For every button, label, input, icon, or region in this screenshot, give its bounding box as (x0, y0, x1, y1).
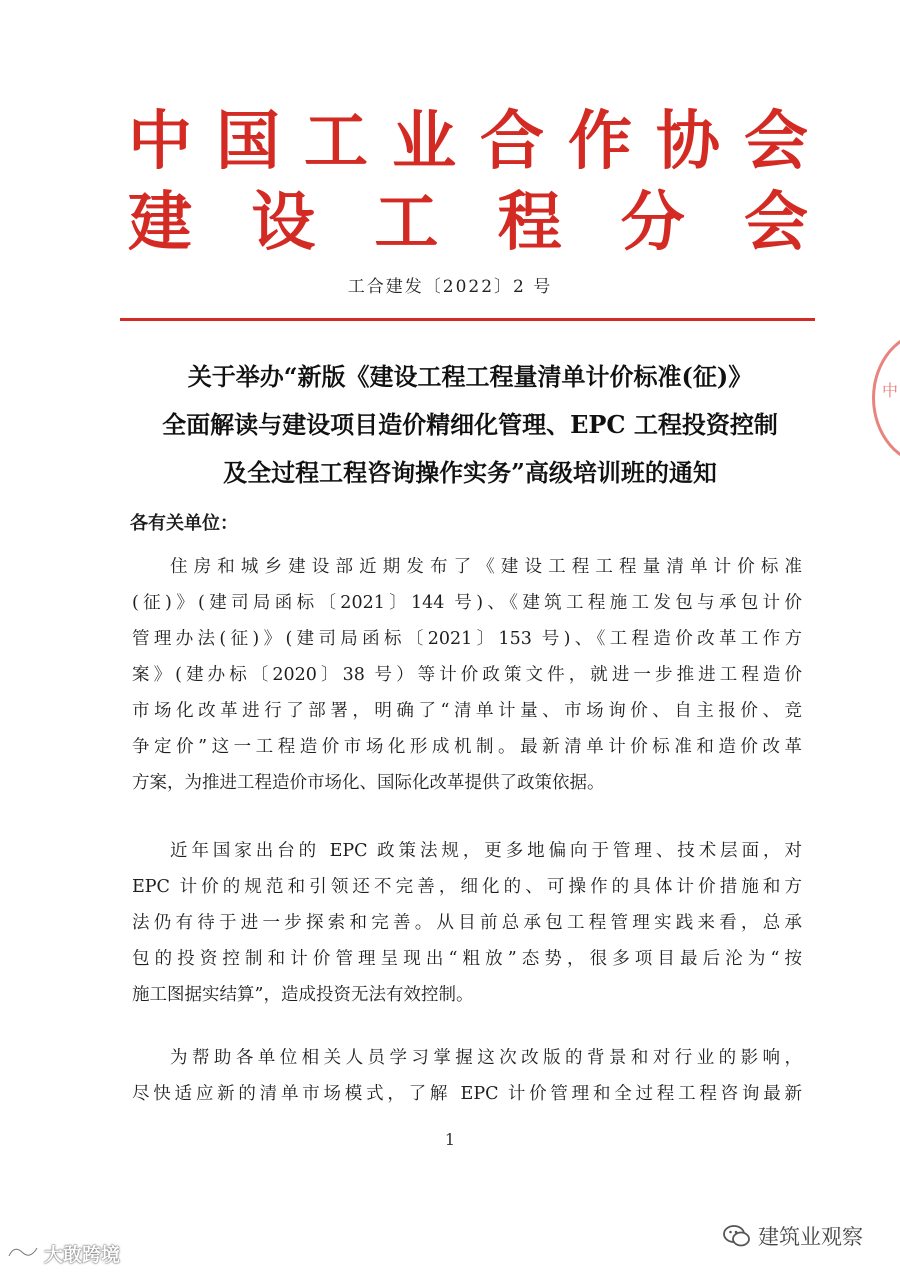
org-char: 程 (497, 185, 562, 260)
header-divider (120, 318, 815, 321)
watermark-right-text: 建筑业观察 (758, 1225, 863, 1249)
body-line: 市场化改革进行了部署，明确了“清单计量、市场询价、自主报价、竞 (132, 701, 802, 721)
body-line: 包的投资控制和计价管理呈现出“粗放”态势，很多项目最后沦为“按 (132, 949, 802, 969)
org-char: 合 (480, 104, 544, 179)
body-line: EPC 计价的规范和引领还不完善，细化的、可操作的具体计价措施和方 (132, 877, 802, 897)
body-line: 法仍有待于进一步探索和完善。从目前总承包工程管理实践来看，总承 (132, 913, 802, 933)
body-line: 案》(建办标〔2020〕38 号）等计价政策文件，就进一步推进工程造价 (132, 665, 802, 685)
org-char: 分 (620, 185, 685, 260)
org-name-line2 (128, 183, 808, 263)
org-char: 工 (374, 185, 439, 260)
watermark-left-text: 大敢跨境 (44, 1243, 121, 1266)
body-line: 尽快适应新的清单市场模式，了解 EPC 计价管理和全过程工程咨询最新 (132, 1084, 802, 1104)
brand-logo-icon (6, 1242, 40, 1264)
org-char: 协 (656, 104, 720, 179)
seal-fragment-icon: 中 (882, 381, 899, 400)
org-char: 会 (743, 185, 808, 260)
org-char: 建 (128, 185, 192, 260)
watermark-left (6, 1238, 120, 1268)
org-char: 会 (744, 104, 808, 179)
org-char: 业 (392, 104, 456, 179)
salutation: 各有关单位： (130, 513, 238, 534)
org-char: 中 (128, 104, 192, 179)
notice-title-line1: 关于举办“新版《建设工程工程量清单计价标准(征)》 (187, 362, 753, 391)
org-char: 工 (304, 104, 368, 179)
watermark-right (722, 1218, 863, 1254)
org-char: 设 (251, 185, 316, 260)
body-line: 为帮助各单位相关人员学习掌握这次改版的背景和对行业的影响， (170, 1048, 802, 1068)
org-name-line1 (128, 102, 808, 182)
org-char: 国 (216, 104, 280, 179)
wechat-icon (722, 1223, 752, 1249)
body-line: 住房和城乡建设部近期发布了《建设工程工程量清单计价标准 (170, 557, 802, 577)
notice-title-line2: 全面解读与建设项目造价精细化管理、EPC 工程投资控制 (162, 410, 778, 439)
body-line: 方案，为推进工程造价市场化、国际化改革提供了政策依据。 (132, 773, 605, 793)
page-number: 1 (444, 1130, 456, 1149)
notice-title-line3: 及全过程工程咨询操作实务”高级培训班的通知 (223, 458, 717, 487)
body-line: 管理办法(征)》(建司局函标〔2021〕153 号)、《工程造价改革工作方 (132, 629, 802, 649)
document-number: 工合建发〔2022〕2 号 (347, 277, 553, 297)
body-line: (征)》(建司局函标〔2021〕144 号)、《建筑工程施工发包与承包计价 (132, 593, 802, 613)
body-line: 近年国家出台的 EPC 政策法规，更多地偏向于管理、技术层面，对 (170, 841, 802, 861)
body-line: 争定价”这一工程造价市场化形成机制。最新清单计价标准和造价改革 (132, 737, 802, 757)
org-char: 作 (568, 104, 632, 179)
body-line: 施工图据实结算”，造成投资无法有效控制。 (132, 985, 474, 1005)
